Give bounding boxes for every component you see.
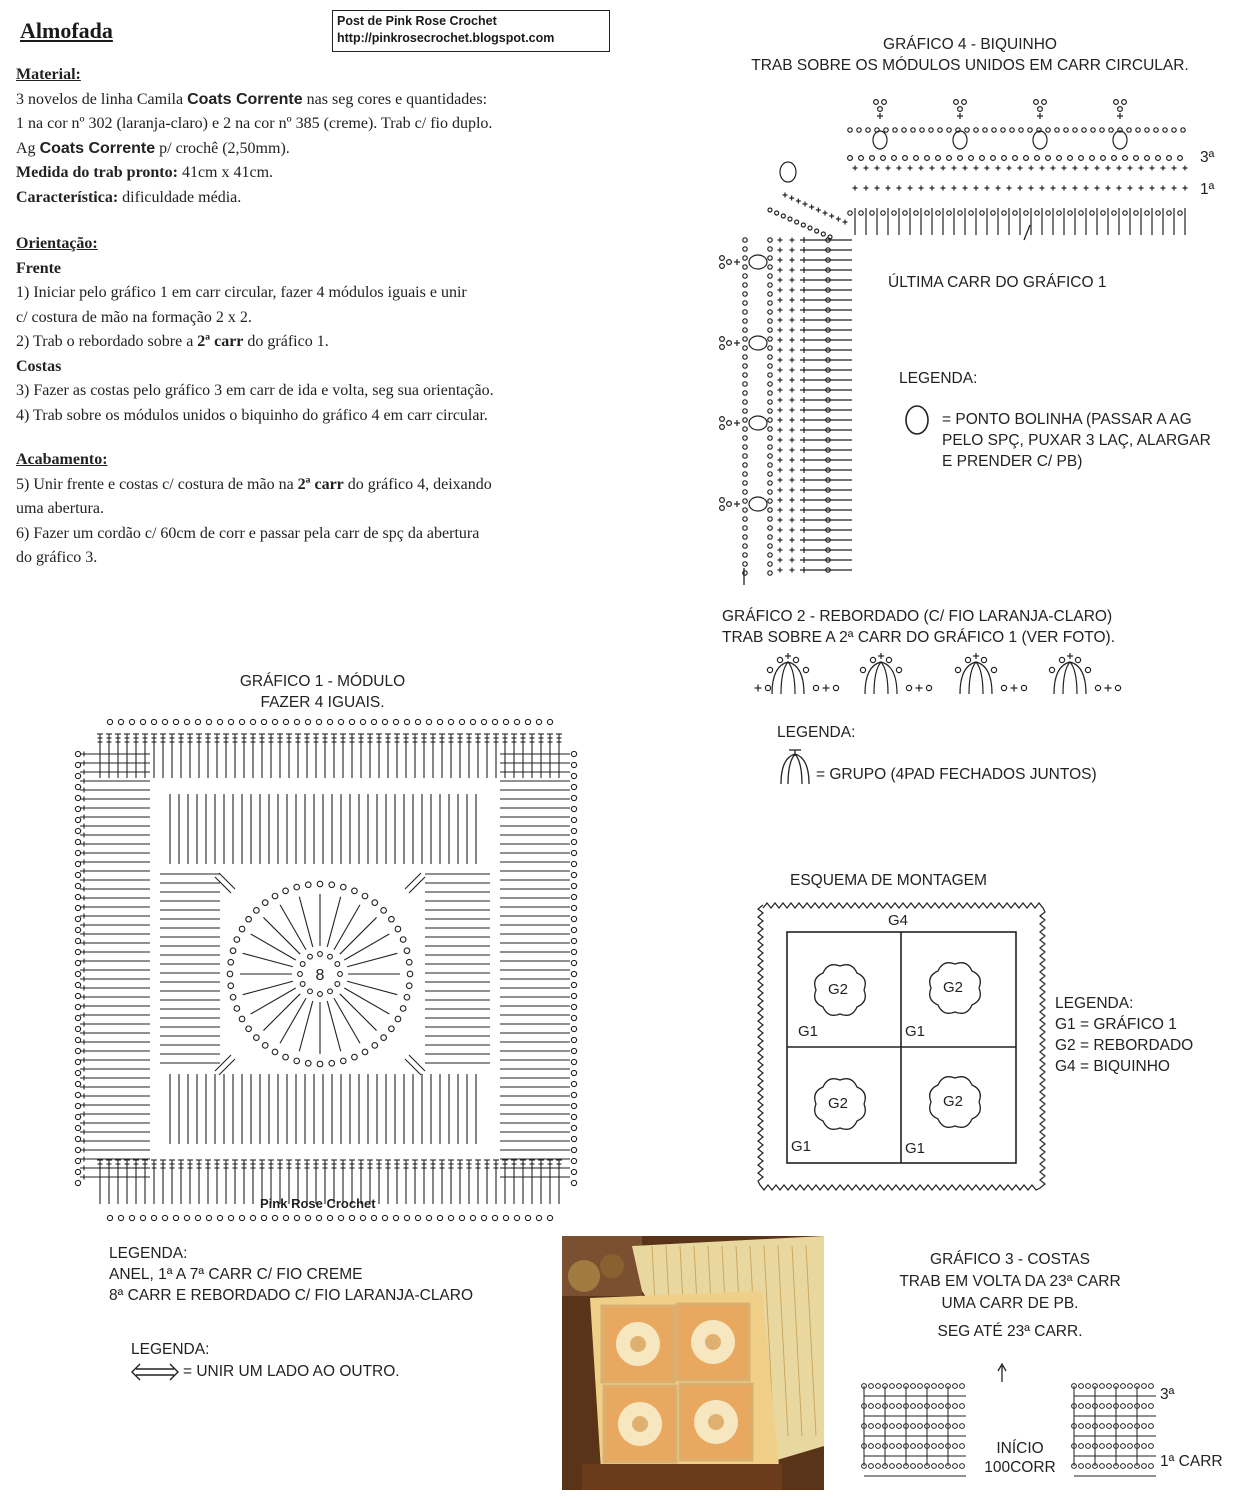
step-4: 4) Trab sobre os módulos unidos o biquinho do gráfico 4 em carr circular. [16,406,488,424]
esquema-g4-label: G4 [888,912,909,929]
esquema-legend-3: G4 = BIQUINHO [1055,1058,1170,1075]
g1-center-label: 8 [315,967,325,984]
esquema-g2-label-3: G2 [828,1095,849,1112]
esquema-g1-label-1: G1 [798,1023,819,1040]
g1-legend-line-3: = UNIR UM LADO AO OUTRO. [183,1363,400,1380]
step-5-cont: uma abertura. [16,500,104,517]
esquema-legend-1: G1 = GRÁFICO 1 [1055,1016,1177,1033]
esquema-g2-label-4: G2 [943,1093,964,1110]
post-credit-name: Post de Pink Rose Crochet [337,14,497,28]
esquema-g1-label-2: G1 [905,1023,926,1040]
post-credit-url[interactable]: http://pinkrosecrochet.blogspot.com [337,31,555,45]
esquema-title: ESQUEMA DE MONTAGEM [790,872,987,889]
material-line-1: 3 novelos de linha Camila Coats Corrente nas seg cores e quantidades: [16,90,488,108]
esquema-g1-label-3: G1 [791,1138,812,1155]
esquema-legend-heading: LEGENDA: [1055,995,1134,1012]
esquema-legend-2: G2 = REBORDADO [1055,1037,1194,1054]
g3-inicio-label: INÍCIO [996,1440,1044,1457]
g1-stitch-art [75,719,576,1220]
g1-legend-line-1: ANEL, 1ª A 7ª CARR C/ FIO CREME [109,1266,363,1283]
g2-legend-heading: LEGENDA: [777,724,856,741]
g1-watermark: Pink Rose Crochet [260,1196,376,1211]
material-heading: Material: [16,66,81,83]
material-line-4: Medida do trab pronto: 41cm x 41cm. [16,164,274,181]
g4-note: ÚLTIMA CARR DO GRÁFICO 1 [888,274,1107,291]
g1-legend2-heading: LEGENDA: [131,1341,210,1358]
g4-legend-line-1: = PONTO BOLINHA (PASSAR A AG [942,411,1192,428]
g2-legend-line-1: = GRUPO (4PAD FECHADOS JUNTOS) [816,766,1097,783]
g1-legend-heading: LEGENDA: [109,1245,188,1262]
g4-title: GRÁFICO 4 - BIQUINHO [883,36,1057,53]
g3-row-1-label: 1ª CARR [1160,1453,1223,1470]
g3-line-3: UMA CARR DE PB. [941,1295,1079,1312]
g4-row-1-label: 1ª [1200,181,1215,198]
g1-legend-line-2: 8ª CARR E REBORDADO C/ FIO LARANJA-CLARO [109,1287,474,1304]
join-arrow-icon [130,1362,180,1382]
g4-chart [700,90,1220,590]
g3-line-4: SEG ATÉ 23ª CARR. [937,1323,1083,1340]
g2-subtitle: TRAB SOBRE A 2ª CARR DO GRÁFICO 1 (VER FOTO). [722,629,1116,646]
step-5: 5) Unir frente e costas c/ costura de mão na 2ª carr do gráfico 4, deixando [16,475,492,493]
g3-inicio-count: 100CORR [984,1459,1056,1476]
step-6-cont: do gráfico 3. [16,549,98,566]
esquema-diagram [755,900,1055,1200]
g2-chart [748,650,1138,700]
material-line-5: Característica: dificuldade média. [16,188,242,206]
g4-stitch-art [720,100,1188,576]
step-1: 1) Iniciar pelo gráfico 1 em carr circular, fazer 4 módulos iguais e unir [16,284,467,301]
g3-inicio [960,1439,1080,1477]
step-3: 3) Fazer as costas pelo gráfico 3 em carr de ida e volta, seg sua orientação. [16,382,494,399]
g4-legend-line-3: E PRENDER C/ PB) [942,453,1083,470]
g2-stitch-art [755,653,1121,694]
pillow-photo-image [562,1236,824,1490]
step-2: 2) Trab o rebordado sobre a 2ª carr do gráfico 1. [16,333,329,350]
g4-legend-line-2: PELO SPÇ, PUXAR 3 LAÇ, ALARGAR [942,432,1211,449]
material-line-2: 1 na cor nº 302 (laranja-claro) e 2 na cor nº 385 (creme). Trab c/ fio duplo. [16,115,493,132]
g1-chart [70,714,590,1229]
g3-row-3-label: 3ª [1160,1386,1175,1403]
step-1-cont: c/ costura de mão na formação 2 x 2. [16,308,252,326]
post-credit-box [332,10,610,52]
acabamento-section [16,448,656,571]
g1-title: GRÁFICO 1 - MÓDULO [239,673,406,690]
esquema-g2-label-1: G2 [828,981,849,998]
costas-heading: Costas [16,357,62,375]
step-6: 6) Fazer um cordão c/ 60cm de corr e passar pela carr de spç da abertura [16,524,480,542]
page-title: Almofada [20,18,113,43]
esquema-g1-label-4: G1 [905,1140,926,1157]
esquema-g2-label-2: G2 [943,979,964,996]
material-section [16,63,656,210]
acabamento-heading: Acabamento: [16,451,108,468]
grupo-legend-icon [775,746,815,788]
orientacao-section [16,232,656,428]
arrow-up-icon [1024,225,1030,240]
g4-legend-heading: LEGENDA: [899,370,978,387]
g4-row-3-label: 3ª [1200,149,1215,166]
orientacao-heading: Orientação: [16,235,98,252]
bolinha-legend-icon [906,406,928,434]
frente-heading: Frente [16,259,62,277]
g1-subtitle: FAZER 4 IGUAIS. [260,694,385,711]
g4-subtitle: TRAB SOBRE OS MÓDULOS UNIDOS EM CARR CIRCULAR. [751,57,1189,74]
g3-title: GRÁFICO 3 - COSTAS [930,1251,1090,1268]
g3-line-2: TRAB EM VOLTA DA 23ª CARR [899,1273,1121,1290]
g2-title: GRÁFICO 2 - REBORDADO (C/ FIO LARANJA-CLARO) [722,608,1113,625]
material-line-3: Ag Coats Corrente p/ crochê (2,50mm). [16,139,290,157]
pillow-photo [562,1236,824,1490]
